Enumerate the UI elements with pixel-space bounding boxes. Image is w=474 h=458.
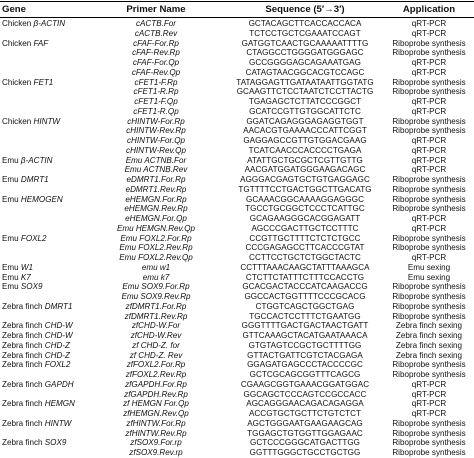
application-cell: qRT-PCR <box>411 379 447 389</box>
gene-symbol: FOXL2 <box>20 233 47 243</box>
sequence-cell: CATAGTAACGGCACGTCCAGC <box>245 67 365 77</box>
gene-cell <box>2 263 33 273</box>
gene-cell <box>2 195 63 205</box>
table-row <box>0 282 474 292</box>
primer-name-cell: eDMRT1.For.Rp <box>126 175 186 184</box>
application-cell: qRT-PCR <box>411 67 447 77</box>
gene-cell <box>2 351 70 361</box>
application-cell: qRT-PCR <box>411 389 447 399</box>
table-row <box>0 39 474 49</box>
application-cell: Emu sexing <box>407 262 451 272</box>
gene-symbol: SOX9 <box>20 282 43 292</box>
gene-cell <box>2 273 31 283</box>
table-row <box>0 156 474 166</box>
sequence-cell: GGCAGCTCCCAGTCCGCCACC <box>243 389 367 399</box>
table-row <box>0 126 474 136</box>
primer-name-cell: cFET1-F.Rp <box>134 77 178 87</box>
primer-name-cell: cFET1-R.Qp <box>133 106 179 116</box>
sequence-cell: CCTTTAAACAAGCTATTTAAAGCA <box>240 262 370 272</box>
gene-symbol: HEMOGEN <box>20 194 63 204</box>
application-cell: Zebra finch sexing <box>395 350 463 360</box>
primer-name-cell: eHEMGN.For.Qp <box>125 214 187 223</box>
gene-species: Zebra finch <box>2 321 45 331</box>
gene-species: Emu <box>2 272 21 282</box>
gene-species: Zebra finch <box>2 331 45 340</box>
sequence-cell: GTGTAGTCCGCTGCTTTTGG <box>248 340 362 350</box>
gene-symbol: β-ACTIN <box>33 19 66 28</box>
table-row <box>0 214 474 224</box>
application-cell: qRT-PCR <box>411 155 447 165</box>
gene-symbol: FOXL2 <box>44 360 71 370</box>
primer-name-cell: Emu ACTNB.For <box>125 155 187 165</box>
gene-cell <box>2 156 53 166</box>
primer-name-cell: Emu FOXL2.Rev.Rp <box>119 243 193 253</box>
table-row <box>0 87 474 97</box>
sequence-cell: GCTACAGCTTCACCACCACA <box>248 19 362 28</box>
table-row <box>0 419 474 429</box>
gene-species: Chicken <box>2 116 34 126</box>
gene-symbol: HEMGN <box>44 399 75 409</box>
application-cell: qRT-PCR <box>411 28 447 38</box>
table-row <box>0 29 474 39</box>
primer-name-cell: zfDMRT1.Rev.Rp <box>124 311 188 321</box>
sequence-cell: CTCTTCTATTTCTTTCCACCTG <box>245 272 365 282</box>
sequence-cell: GGATCAGAGGGAGAGGTGGT <box>246 116 364 126</box>
sequence-cell: CTAGGCCTGGGGATGGGAGC <box>246 48 364 58</box>
gene-species: Zebra finch <box>2 360 45 370</box>
primer-name-cell: zfHINTW.For.Rp <box>126 418 186 428</box>
application-cell: Riboprobe synthesis <box>392 301 466 311</box>
application-cell: qRT-PCR <box>411 136 447 145</box>
table-row <box>0 312 474 322</box>
sequence-cell: CCGTTGCTTTTCTCTCTGCC <box>249 233 361 243</box>
gene-cell <box>2 175 49 185</box>
sequence-cell: GCTCCCGGGCATGACTTGG <box>249 438 361 448</box>
table-row <box>0 409 474 419</box>
primer-name-cell: cFET1-F.Qp <box>134 97 178 106</box>
sequence-cell: AGGGACGAGTGCTGTGAGGAGC <box>240 175 370 184</box>
sequence-cell: TGAGAGCTCTTATCCCGGCT <box>248 97 362 106</box>
gene-species: Emu <box>2 175 21 184</box>
application-cell: Riboprobe synthesis <box>392 311 466 321</box>
gene-species: Zebra finch <box>2 350 45 360</box>
application-cell: qRT-PCR <box>411 409 447 418</box>
sequence-cell: GGAGATGAGCCCTACCCCGC <box>247 360 363 370</box>
sequence-cell: AACGATGGATGGGAAGACAGC <box>244 165 366 175</box>
gene-species: Emu <box>2 262 21 272</box>
table-row <box>0 331 474 341</box>
sequence-cell: TATAGGAGTTGATAATAATTGGTATG <box>236 77 374 87</box>
gene-symbol: FET1 <box>33 77 54 87</box>
sequence-cell: CCCGAGAGCCTTCACCCGTAT <box>245 243 365 253</box>
primer-name-cell: cACTB.Rev <box>134 28 178 38</box>
gene-cell <box>2 39 48 49</box>
primer-name-cell: Emu FOXL2.Rev.Qp <box>119 253 193 262</box>
primer-name-cell: zfGAPDH.For.Rp <box>125 379 187 389</box>
primer-name-cell: eDMRT1.Rev.Rp <box>125 184 187 194</box>
sequence-cell: TGGAGCTGTGGTTGGAGAAC <box>247 428 363 438</box>
sequence-cell: GCACGACTACCCATCAAGACCG <box>242 282 368 292</box>
gene-species: Chicken <box>2 19 34 28</box>
sequence-cell: TGTTTTCCTGACTGGCTTGACATG <box>238 184 372 194</box>
primer-name-cell: zf CHD-Z. for <box>132 340 180 350</box>
application-cell: Riboprobe synthesis <box>392 175 466 184</box>
gene-species: Zebra finch <box>2 418 45 428</box>
gene-species: Chicken <box>2 77 34 87</box>
application-cell: Zebra finch sexing <box>395 331 463 340</box>
primer-name-cell: cFAF-Rev.Rp <box>132 48 180 58</box>
table-row <box>0 68 474 78</box>
table-row <box>0 185 474 195</box>
table-row <box>0 19 474 29</box>
application-cell: qRT-PCR <box>411 58 447 67</box>
table-row <box>0 195 474 205</box>
primer-name-cell: Emu FOXL2.For.Rp <box>120 233 192 243</box>
application-cell: Zebra finch sexing <box>395 340 463 350</box>
table-body <box>0 19 474 458</box>
sequence-cell: AGCCCGACTTGCTCCTTTC <box>251 223 359 233</box>
sequence-cell: GCAAACGGCAAAAGGAGGGC <box>246 194 364 204</box>
table-row <box>0 243 474 253</box>
primer-name-cell: zfDMRT1.For.Rp <box>125 301 187 311</box>
table-row <box>0 429 474 439</box>
gene-cell <box>2 78 53 88</box>
gene-cell <box>2 341 70 351</box>
primer-name-cell: emu w1 <box>141 262 171 272</box>
application-cell: qRT-PCR <box>411 223 447 233</box>
primer-name-cell: zfCHD-W.Rev <box>130 331 182 340</box>
sequence-cell: CTGGTCAGCTGGCTGAG <box>255 301 355 311</box>
gene-species: Zebra finch <box>2 301 45 311</box>
sequence-cell: GATGGTCAACTGCAAAAATTTTG <box>241 38 369 48</box>
sequence-cell: GGCCACTGGTTTTCCCGCACG <box>244 292 366 301</box>
application-cell: qRT-PCR <box>411 97 447 106</box>
gene-species: Zebra finch <box>2 340 45 350</box>
primer-name-cell: cFET1-R.Rp <box>133 87 179 97</box>
header-sequence: Sequence (5′→3′) <box>265 4 345 15</box>
application-cell: Zebra finch sexing <box>395 321 463 331</box>
primer-name-cell: cFAF-For.Qp <box>132 58 180 67</box>
application-cell: Riboprobe synthesis <box>392 448 466 457</box>
gene-species: Emu <box>2 233 21 243</box>
header-gene: Gene <box>2 4 26 15</box>
gene-symbol: HINTW <box>33 116 61 126</box>
application-cell: Riboprobe synthesis <box>392 204 466 214</box>
sequence-cell: TGCCTGCGGCTCCCTCATTGC <box>245 204 365 214</box>
gene-symbol: β-ACTIN <box>20 155 53 165</box>
application-cell: Emu sexing <box>407 272 451 282</box>
sequence-cell: GCCGGGGAGCAGAAATGAG <box>249 58 361 67</box>
gene-symbol: CHD-Z <box>44 340 70 350</box>
primer-name-cell: zfCHD-W.For <box>131 321 181 331</box>
primer-name-cell: zfSOX9.For.rp <box>130 438 182 448</box>
primer-name-cell: cFAF-Rev.Qp <box>131 67 181 77</box>
sequence-cell: GCAGAAGGGCACGGAGATT <box>249 214 361 223</box>
application-cell: qRT-PCR <box>411 145 447 155</box>
table-row <box>0 273 474 283</box>
sequence-cell: ACCGTGCTGCTTCTGTCTCT <box>248 409 362 418</box>
gene-symbol: SOX9 <box>44 438 67 448</box>
table-row <box>0 48 474 58</box>
primer-name-cell: eHEMGN.Rev.Rp <box>124 204 188 214</box>
table-row <box>0 321 474 331</box>
gene-cell <box>2 419 71 429</box>
gene-cell <box>2 360 70 370</box>
primer-name-cell: cHINTW-Rev.Qp <box>126 145 186 155</box>
sequence-cell: AACACGTGAAAACCCATTCGGT <box>243 126 367 136</box>
table-row <box>0 448 474 458</box>
table-row <box>0 351 474 361</box>
gene-symbol: CHD-Z <box>44 350 70 360</box>
table-row <box>0 380 474 390</box>
table-row <box>0 117 474 127</box>
sequence-cell: TCATCAACCCACCCCTGAGA <box>248 145 362 155</box>
application-cell: Riboprobe synthesis <box>392 418 466 428</box>
table-row <box>0 390 474 400</box>
table-row <box>0 224 474 234</box>
application-cell: qRT-PCR <box>411 253 447 262</box>
table-row <box>0 78 474 88</box>
primer-name-cell: zfGAPDH.Rev.Rp <box>124 389 188 399</box>
primer-name-cell: zfHEMGN.Rev.Qp <box>123 409 189 418</box>
gene-cell <box>2 302 72 312</box>
gene-species: Emu <box>2 155 21 165</box>
application-cell: Riboprobe synthesis <box>392 360 466 370</box>
table-row <box>0 292 474 302</box>
gene-species: Emu <box>2 282 21 292</box>
table-top-rule <box>0 1 474 2</box>
primer-name-cell: cHINTW-For.Qp <box>126 136 185 145</box>
primer-name-cell: zfFOXL2.Rev.Rp <box>125 370 187 379</box>
table-row <box>0 58 474 68</box>
gene-symbol: DMRT1 <box>44 301 73 311</box>
table-row <box>0 302 474 312</box>
gene-cell <box>2 282 43 292</box>
sequence-cell: AGCTGGGAATGAAGAAGCAG <box>247 418 363 428</box>
sequence-cell: GGGTTTTGACTGACTAACTGATT <box>241 321 369 331</box>
sequence-cell: TGCCACTCCTTTCTGAATGG <box>249 311 361 321</box>
primer-name-cell: emu k7 <box>142 272 170 282</box>
primer-name-cell: zf HEMGN For.Qp <box>123 399 189 409</box>
table-row <box>0 399 474 409</box>
gene-species: Emu <box>2 194 21 204</box>
gene-species: Zebra finch <box>2 438 45 448</box>
gene-cell <box>2 399 75 409</box>
table-row <box>0 204 474 214</box>
application-cell: Riboprobe synthesis <box>392 428 466 438</box>
sequence-cell: GAGGAGCCGTTGTGGACGAAG <box>243 136 367 145</box>
table-row <box>0 107 474 117</box>
sequence-cell: GGTTTGGGCTGCCTGCTGG <box>249 448 361 457</box>
gene-symbol: DMRT1 <box>20 175 49 184</box>
application-cell: Riboprobe synthesis <box>392 370 466 379</box>
application-cell: qRT-PCR <box>411 214 447 223</box>
gene-cell <box>2 380 74 390</box>
primer-name-cell: cHINTW-For.Rp <box>127 116 185 126</box>
application-cell: Riboprobe synthesis <box>392 184 466 194</box>
primer-name-cell: zfFOXL2.For.Rp <box>126 360 186 370</box>
table-row <box>0 370 474 380</box>
gene-cell <box>2 321 73 331</box>
sequence-cell: GCTCGCAGCGGTTTCAGCG <box>249 370 361 379</box>
sequence-cell: TCTCCTGCTCGAAATCCAGT <box>249 28 361 38</box>
sequence-cell: AGCAGGGAACAGACAGAGGA <box>246 399 364 409</box>
gene-symbol: K7 <box>20 272 31 282</box>
sequence-cell: GCAAGTTCTCCTAATCTCCTTACTG <box>236 87 374 97</box>
gene-symbol: FAF <box>33 38 49 48</box>
gene-symbol: W1 <box>20 262 34 272</box>
primer-name-cell: cFAF-For.Rp <box>133 38 179 48</box>
sequence-cell: GCATCCGTTGTGGCATTCTC <box>249 106 361 116</box>
sequence-cell: CCTTCCTGCTCTGGCTACTC <box>249 253 361 262</box>
gene-symbol: GAPDH <box>44 379 74 389</box>
gene-cell <box>2 331 73 341</box>
gene-species: Chicken <box>2 38 34 48</box>
primer-name-cell: zfSOX9.Rev.rp <box>129 448 183 457</box>
table-row <box>0 341 474 351</box>
table-row <box>0 253 474 263</box>
application-cell: Riboprobe synthesis <box>392 282 466 292</box>
primer-name-cell: zfHINTW.Rev.Rp <box>125 428 187 438</box>
header-rule <box>0 17 474 18</box>
gene-symbol: CHD-W <box>44 321 73 331</box>
table-row <box>0 263 474 273</box>
application-cell: Riboprobe synthesis <box>392 87 466 97</box>
gene-symbol: CHD-W <box>44 331 73 340</box>
sequence-cell: ATATTGCTGCGCTCGTTGTTG <box>247 155 363 165</box>
table-row <box>0 234 474 244</box>
gene-cell <box>2 117 60 127</box>
primer-name-cell: Emu ACTNB.Rev <box>124 165 188 175</box>
header-primer-name: Primer Name <box>126 4 186 15</box>
sequence-cell: GTTACTGATTCGTCTACGAGA <box>247 350 363 360</box>
table-row <box>0 136 474 146</box>
table-row <box>0 360 474 370</box>
table-row <box>0 97 474 107</box>
primer-name-cell: Emu HEMGN.Rev.Qp <box>116 223 196 233</box>
primer-name-cell: Emu SOX9.For.Rp <box>122 282 190 292</box>
application-cell: qRT-PCR <box>411 399 447 409</box>
primer-name-cell: Emu SOX9.Rev.Rp <box>121 292 191 301</box>
application-cell: Riboprobe synthesis <box>392 126 466 136</box>
gene-species: Zebra finch <box>2 379 45 389</box>
gene-cell <box>2 234 47 244</box>
application-cell: Riboprobe synthesis <box>392 38 466 48</box>
application-cell: qRT-PCR <box>411 165 447 175</box>
application-cell: Riboprobe synthesis <box>392 48 466 58</box>
sequence-cell: CGAAGCGGTGAAACGGATGGAC <box>240 379 370 389</box>
gene-symbol: HINTW <box>44 418 72 428</box>
table-row <box>0 175 474 185</box>
gene-cell <box>2 19 65 29</box>
header-application: Application <box>402 4 456 15</box>
gene-species: Zebra finch <box>2 399 45 409</box>
application-cell: qRT-PCR <box>411 106 447 116</box>
application-cell: Riboprobe synthesis <box>392 292 466 301</box>
application-cell: Riboprobe synthesis <box>392 77 466 87</box>
application-cell: Riboprobe synthesis <box>392 116 466 126</box>
primer-name-cell: zf CHD-Z. Rev <box>129 350 183 360</box>
application-cell: qRT-PCR <box>411 19 447 28</box>
table-row <box>0 146 474 156</box>
application-cell: Riboprobe synthesis <box>392 438 466 448</box>
table-row <box>0 165 474 175</box>
application-cell: Riboprobe synthesis <box>392 233 466 243</box>
application-cell: Riboprobe synthesis <box>392 243 466 253</box>
sequence-cell: GTTCAAAGCTACATGAATAAACA <box>242 331 368 340</box>
primer-name-cell: cHINTW-Rev.Rp <box>126 126 186 136</box>
application-cell: Riboprobe synthesis <box>392 194 466 204</box>
primer-name-cell: eHEMGN.For.Rp <box>125 194 187 204</box>
primer-name-cell: cACTB.For <box>135 19 177 28</box>
